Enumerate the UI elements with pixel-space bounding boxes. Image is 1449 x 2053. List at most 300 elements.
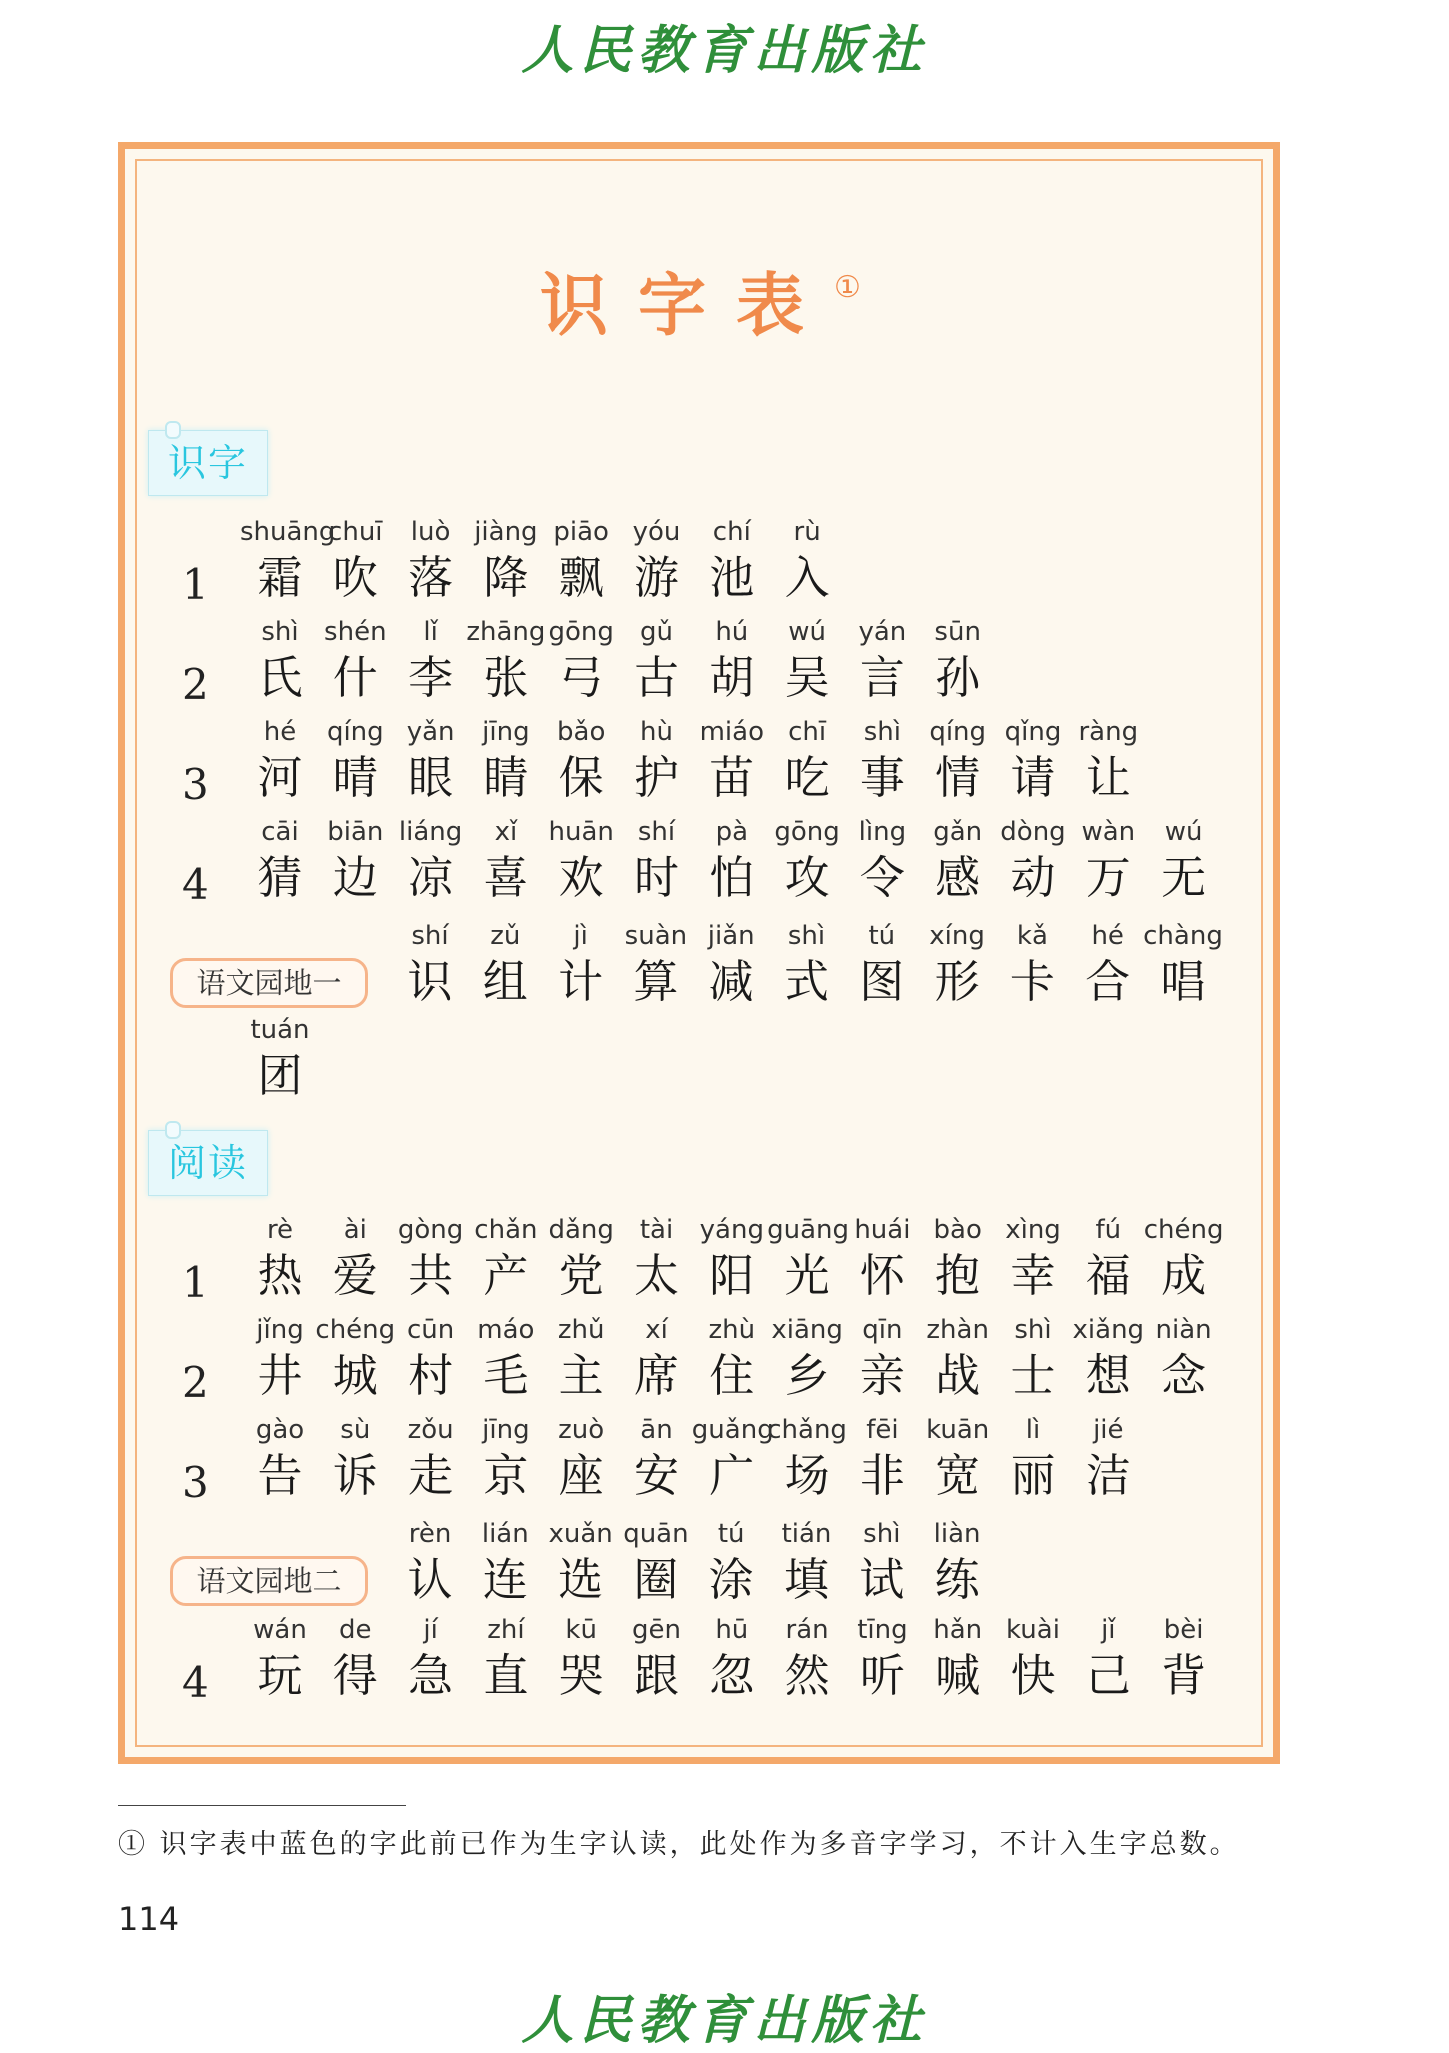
pinyin: chàng <box>1143 921 1223 951</box>
character-cell <box>692 1212 772 1304</box>
character-cell <box>993 814 1073 906</box>
pinyin: kū <box>565 1615 597 1645</box>
pinyin: lì <box>1025 1415 1041 1445</box>
pinyin: ràng <box>1078 717 1139 747</box>
hanzi: 福 <box>1085 1249 1131 1302</box>
hanzi: 胡 <box>709 651 755 704</box>
character-cell <box>391 814 471 906</box>
pinyin: qīn <box>862 1315 903 1345</box>
hanzi: 凉 <box>408 851 454 904</box>
character-cell <box>918 1412 998 1504</box>
character-cell <box>240 514 336 606</box>
hanzi: 言 <box>859 651 905 704</box>
pinyin: dòng <box>1000 817 1066 847</box>
hanzi: 跟 <box>633 1649 679 1702</box>
section-tag <box>148 430 268 496</box>
hanzi: 共 <box>408 1249 454 1302</box>
pinyin: rè <box>266 1215 294 1245</box>
hanzi: 圈 <box>633 1553 679 1606</box>
pinyin: shì <box>261 617 299 647</box>
pinyin: qíng <box>929 717 987 747</box>
character-cell <box>767 814 847 906</box>
hanzi: 请 <box>1010 751 1056 804</box>
pinyin: rù <box>793 517 821 547</box>
pinyin: bǎo <box>557 717 606 747</box>
pinyin: hé <box>1091 921 1124 951</box>
character-cell <box>767 1612 847 1704</box>
hanzi: 欢 <box>558 851 604 904</box>
hanzi: 组 <box>482 955 528 1008</box>
character-cell <box>692 714 772 806</box>
hanzi: 安 <box>633 1449 679 1502</box>
character-cell <box>617 1312 697 1404</box>
character-cell <box>917 1516 997 1608</box>
pinyin: lìng <box>858 817 907 847</box>
character-cell <box>1143 918 1223 1010</box>
publisher-logo-top: 人民教育出版社 <box>521 20 928 81</box>
pinyin: zhàn <box>926 1315 989 1345</box>
hanzi: 让 <box>1085 751 1131 804</box>
pinyin: gòng <box>397 1215 464 1245</box>
character-cell <box>918 1612 998 1704</box>
hanzi: 情 <box>935 751 981 804</box>
hanzi: 护 <box>633 751 679 804</box>
pinyin: yán <box>858 617 907 647</box>
hanzi: 井 <box>257 1349 303 1402</box>
hanzi: 己 <box>1085 1649 1131 1702</box>
pinyin: máo <box>477 1315 535 1345</box>
hanzi: 听 <box>859 1649 905 1702</box>
hanzi: 快 <box>1010 1649 1056 1702</box>
hanzi: 念 <box>1161 1349 1207 1402</box>
hanzi: 玩 <box>257 1649 303 1702</box>
character-cell <box>767 1412 847 1504</box>
hanzi: 时 <box>633 851 679 904</box>
character-cell <box>692 1612 772 1704</box>
character-cell <box>993 1212 1073 1304</box>
pinyin: gào <box>255 1415 305 1445</box>
character-cell <box>918 1212 998 1304</box>
pinyin: fú <box>1095 1215 1122 1245</box>
hanzi: 得 <box>332 1649 378 1702</box>
character-cell <box>466 1212 546 1304</box>
character-cell <box>692 614 772 706</box>
pinyin: fēi <box>866 1415 899 1445</box>
character-cell <box>391 1612 471 1704</box>
hanzi: 怀 <box>859 1249 905 1302</box>
pinyin: chuī <box>328 517 383 547</box>
pinyin: tuán <box>250 1015 310 1045</box>
pinyin: zuò <box>558 1415 605 1445</box>
character-cell <box>993 1312 1073 1404</box>
hanzi: 团 <box>257 1049 303 1102</box>
character-cell <box>240 1612 320 1704</box>
character-cell <box>918 714 998 806</box>
pinyin: yǎn <box>406 717 455 747</box>
character-cell <box>842 1612 922 1704</box>
hanzi: 丽 <box>1010 1449 1056 1502</box>
hanzi: 幸 <box>1010 1249 1056 1302</box>
character-cell <box>1144 1612 1224 1704</box>
hanzi: 张 <box>483 651 529 704</box>
pinyin: tián <box>781 1519 832 1549</box>
character-cell <box>842 1212 922 1304</box>
pinyin: chǎng <box>767 1415 847 1445</box>
hanzi: 感 <box>935 851 981 904</box>
pinyin: zǔ <box>490 921 521 951</box>
pinyin: cāi <box>261 817 299 847</box>
footnote-divider <box>118 1805 406 1806</box>
character-cell <box>466 1412 546 1504</box>
pinyin: lǐ <box>423 617 438 647</box>
pinyin: gēn <box>632 1615 681 1645</box>
character-cell <box>842 918 922 1010</box>
hanzi: 吴 <box>784 651 830 704</box>
hanzi: 降 <box>483 551 529 604</box>
character-cell <box>240 1012 320 1104</box>
hanzi: 睛 <box>483 751 529 804</box>
pinyin: shì <box>863 1519 901 1549</box>
pinyin: kǎ <box>1016 921 1048 951</box>
character-cell <box>992 918 1072 1010</box>
hanzi: 热 <box>257 1249 303 1302</box>
pinyin: hǎn <box>933 1615 983 1645</box>
hanzi: 广 <box>709 1449 755 1502</box>
character-cell <box>1068 714 1148 806</box>
pinyin: qíng <box>326 717 384 747</box>
hanzi: 战 <box>935 1349 981 1402</box>
character-cell <box>541 814 621 906</box>
pinyin: suàn <box>624 921 688 951</box>
hanzi: 算 <box>633 955 679 1008</box>
pinyin: rèn <box>408 1519 452 1549</box>
character-cell <box>315 1312 395 1404</box>
pinyin: tīng <box>857 1615 908 1645</box>
pinyin: biān <box>327 817 384 847</box>
pinyin: zǒu <box>407 1415 454 1445</box>
character-cell <box>692 1312 772 1404</box>
character-cell <box>1068 918 1148 1010</box>
character-cell <box>767 1212 847 1304</box>
hanzi: 想 <box>1085 1349 1131 1402</box>
hanzi: 喊 <box>935 1649 981 1702</box>
character-cell <box>767 1516 847 1608</box>
character-cell <box>993 1612 1073 1704</box>
pinyin: shì <box>787 921 826 951</box>
hanzi: 士 <box>1010 1349 1056 1402</box>
hanzi: 主 <box>558 1349 604 1402</box>
pinyin: tú <box>868 921 896 951</box>
hanzi: 河 <box>257 751 303 804</box>
hanzi: 图 <box>859 955 905 1008</box>
character-cell <box>541 614 621 706</box>
pinyin: xiāng <box>771 1315 843 1345</box>
character-cell <box>691 1516 771 1608</box>
character-cell <box>767 614 847 706</box>
garden-tag: 语文园地二 <box>170 1556 368 1606</box>
pinyin: shí <box>637 817 676 847</box>
hanzi: 席 <box>633 1349 679 1402</box>
pinyin: chéng <box>1143 1215 1224 1245</box>
hanzi: 急 <box>408 1649 454 1702</box>
character-cell <box>842 714 922 806</box>
pinyin: kuài <box>1006 1615 1060 1645</box>
hanzi: 京 <box>483 1449 529 1502</box>
pinyin: shì <box>1014 1315 1052 1345</box>
character-cell <box>240 1412 320 1504</box>
character-cell <box>1068 814 1148 906</box>
character-cell <box>315 514 395 606</box>
character-cell <box>767 714 847 806</box>
character-cell <box>842 814 922 906</box>
character-cell <box>541 714 621 806</box>
pinyin: tài <box>639 1215 674 1245</box>
character-cell <box>315 714 395 806</box>
hanzi: 弓 <box>558 651 604 704</box>
clip-icon <box>165 1121 181 1139</box>
pinyin: miáo <box>699 717 764 747</box>
character-cell <box>692 814 772 906</box>
character-cell <box>466 1312 546 1404</box>
pinyin: zhù <box>708 1315 756 1345</box>
pinyin: hú <box>715 617 749 647</box>
pinyin: liáng <box>398 817 463 847</box>
hanzi: 亲 <box>859 1349 905 1402</box>
hanzi: 霜 <box>257 551 303 604</box>
hanzi: 识 <box>407 955 453 1008</box>
character-cell <box>692 514 772 606</box>
pinyin: hù <box>640 717 673 747</box>
character-cell <box>466 714 546 806</box>
hanzi: 阳 <box>709 1249 755 1302</box>
hanzi: 氏 <box>257 651 303 704</box>
hanzi: 成 <box>1161 1249 1207 1302</box>
character-cell <box>541 1312 621 1404</box>
hanzi: 党 <box>558 1249 604 1302</box>
hanzi: 然 <box>784 1649 830 1702</box>
row-number: 1 <box>182 560 209 609</box>
pinyin: guāng <box>767 1215 849 1245</box>
pinyin: lián <box>481 1519 529 1549</box>
pinyin: liàn <box>933 1519 981 1549</box>
hanzi: 光 <box>784 1249 830 1302</box>
character-cell <box>391 714 471 806</box>
character-cell <box>1144 1212 1224 1304</box>
character-cell <box>240 714 320 806</box>
pinyin: kuān <box>926 1415 990 1445</box>
pinyin: chī <box>788 717 827 747</box>
character-cell <box>541 1516 621 1608</box>
character-cell <box>390 1516 470 1608</box>
character-cell <box>617 714 697 806</box>
pinyin: hū <box>715 1615 749 1645</box>
pinyin: zhí <box>487 1615 525 1645</box>
pinyin: wàn <box>1081 817 1136 847</box>
hanzi: 哭 <box>558 1649 604 1702</box>
character-cell <box>240 1212 320 1304</box>
pinyin: de <box>339 1615 372 1645</box>
pinyin: jīng <box>482 717 530 747</box>
pinyin: jí <box>423 1615 438 1645</box>
pinyin: rán <box>785 1615 829 1645</box>
pinyin: jǐ <box>1101 1615 1116 1645</box>
row-number: 4 <box>182 1658 209 1707</box>
character-cell <box>918 614 998 706</box>
pinyin: yóu <box>632 517 681 547</box>
character-cell <box>1068 1312 1148 1404</box>
hanzi: 产 <box>483 1249 529 1302</box>
character-cell <box>240 814 320 906</box>
pinyin: niàn <box>1155 1315 1212 1345</box>
row-number: 2 <box>182 1358 209 1407</box>
character-cell <box>390 918 470 1010</box>
character-cell <box>315 614 395 706</box>
character-cell <box>391 1412 471 1504</box>
pinyin: bèi <box>1163 1615 1204 1645</box>
hanzi: 保 <box>558 751 604 804</box>
pinyin: shí <box>411 921 449 951</box>
pinyin: zhāng <box>466 617 546 647</box>
hanzi: 爱 <box>332 1249 378 1302</box>
pinyin: ān <box>640 1415 673 1445</box>
pinyin: cūn <box>406 1315 455 1345</box>
pinyin: wán <box>253 1615 307 1645</box>
section-tag-label: 阅读 <box>167 1141 248 1185</box>
character-cell <box>616 1516 696 1608</box>
hanzi: 走 <box>408 1449 454 1502</box>
pinyin: sù <box>340 1415 371 1445</box>
hanzi: 什 <box>332 651 378 704</box>
hanzi: 孙 <box>935 651 981 704</box>
pinyin: shuāng <box>240 517 336 547</box>
character-cell <box>616 918 696 1010</box>
hanzi: 唱 <box>1160 955 1206 1008</box>
row-number: 3 <box>182 1458 209 1507</box>
hanzi: 城 <box>332 1349 378 1402</box>
hanzi: 填 <box>783 1553 829 1606</box>
hanzi: 选 <box>558 1553 604 1606</box>
pinyin: qǐng <box>1004 717 1062 747</box>
hanzi: 洁 <box>1085 1449 1131 1502</box>
pinyin: sūn <box>934 617 981 647</box>
hanzi: 形 <box>934 955 980 1008</box>
hanzi: 飘 <box>558 551 604 604</box>
character-cell <box>617 614 697 706</box>
hanzi: 合 <box>1085 955 1131 1008</box>
character-cell <box>466 1612 546 1704</box>
pinyin: xíng <box>929 921 985 951</box>
hanzi: 边 <box>332 851 378 904</box>
character-cell <box>993 1412 1073 1504</box>
hanzi: 万 <box>1085 851 1131 904</box>
character-cell <box>918 1312 998 1404</box>
section-tag <box>148 1130 268 1196</box>
pinyin: luò <box>410 517 451 547</box>
hanzi: 连 <box>482 1553 528 1606</box>
hanzi: 晴 <box>332 751 378 804</box>
hanzi: 村 <box>408 1349 454 1402</box>
hanzi: 试 <box>859 1553 905 1606</box>
hanzi: 猜 <box>257 851 303 904</box>
character-cell <box>918 814 998 906</box>
pinyin: chí <box>712 517 751 547</box>
publisher-logo-bottom: 人民教育出版社 <box>521 1990 928 2051</box>
pinyin: jǐng <box>256 1315 304 1345</box>
character-cell <box>465 918 545 1010</box>
character-cell <box>917 918 997 1010</box>
hanzi: 池 <box>709 551 755 604</box>
pinyin: piāo <box>553 517 609 547</box>
pinyin: jì <box>573 921 588 951</box>
pinyin: ài <box>343 1215 367 1245</box>
hanzi: 李 <box>408 651 454 704</box>
hanzi: 吃 <box>784 751 830 804</box>
character-cell <box>466 814 546 906</box>
pinyin: wú <box>1164 817 1203 847</box>
character-cell <box>541 918 621 1010</box>
hanzi: 游 <box>633 551 679 604</box>
hanzi: 认 <box>407 1553 453 1606</box>
hanzi: 怕 <box>709 851 755 904</box>
pinyin: hé <box>263 717 297 747</box>
character-cell <box>1144 814 1224 906</box>
hanzi: 减 <box>708 955 754 1008</box>
character-cell <box>767 918 847 1010</box>
pinyin: jié <box>1093 1415 1124 1445</box>
hanzi: 喜 <box>483 851 529 904</box>
title-footnote-mark: ① <box>834 270 861 305</box>
character-cell <box>842 1412 922 1504</box>
character-cell <box>391 514 471 606</box>
hanzi: 座 <box>558 1449 604 1502</box>
hanzi: 式 <box>783 955 829 1008</box>
pinyin: dǎng <box>548 1215 614 1245</box>
row-number: 1 <box>182 1258 209 1307</box>
pinyin: jiàng <box>474 517 538 547</box>
character-cell <box>993 714 1073 806</box>
character-cell <box>240 1312 320 1404</box>
hanzi: 落 <box>408 551 454 604</box>
hanzi: 背 <box>1161 1649 1207 1702</box>
row-number: 4 <box>182 860 209 909</box>
character-cell <box>240 614 320 706</box>
character-cell <box>617 1412 697 1504</box>
character-cell <box>465 1516 545 1608</box>
pinyin: chǎn <box>474 1215 538 1245</box>
hanzi: 动 <box>1010 851 1056 904</box>
character-cell <box>391 614 471 706</box>
pinyin: yáng <box>699 1215 764 1245</box>
character-cell <box>692 1412 772 1504</box>
pinyin: xìng <box>1005 1215 1061 1245</box>
hanzi: 诉 <box>332 1449 378 1502</box>
pinyin: bào <box>933 1215 982 1245</box>
hanzi: 苗 <box>709 751 755 804</box>
hanzi: 场 <box>784 1449 830 1502</box>
hanzi: 眼 <box>408 751 454 804</box>
character-cell <box>391 1312 471 1404</box>
pinyin: gōng <box>774 817 840 847</box>
pinyin: huái <box>854 1215 911 1245</box>
hanzi: 攻 <box>784 851 830 904</box>
pinyin: shén <box>324 617 387 647</box>
hanzi: 涂 <box>708 1553 754 1606</box>
pinyin: jiǎn <box>707 921 755 951</box>
pinyin: xǐ <box>494 817 518 847</box>
hanzi: 告 <box>257 1449 303 1502</box>
clip-icon <box>165 421 181 439</box>
character-cell <box>541 514 621 606</box>
